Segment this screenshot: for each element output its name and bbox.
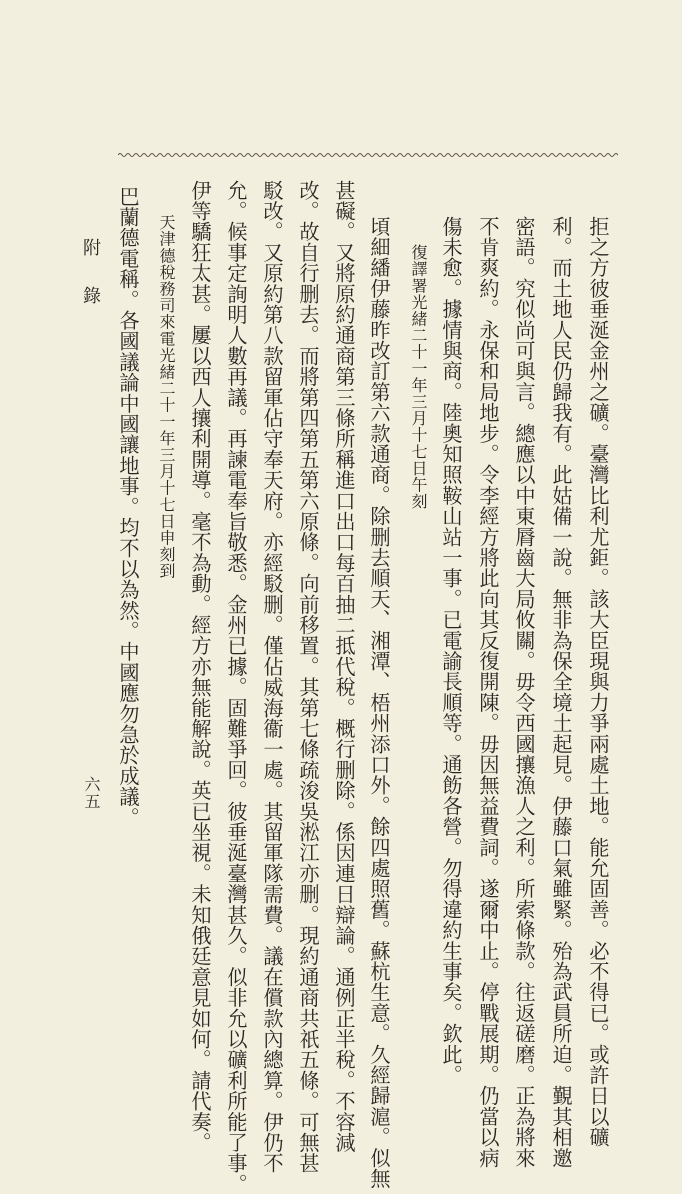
document-heading-tianjin-customs-telegram: 天津德稅務司來電光緒二十一年三月十七日申刻到 — [157, 214, 176, 580]
appendix-sidebar-label: 附錄 — [80, 238, 101, 334]
text-column-14: 巴蘭德電稱。各國議論中國讓地事。均不以為然。中國應勿急於成議。 — [116, 186, 140, 828]
text-column-5: 傷未愈。據情與商。陸奧知照鞍山站一事。已電諭長順等。通飭各營。勿得違約生事矣。欽此。 — [439, 216, 463, 1086]
wavy-divider — [118, 150, 618, 160]
text-column-11: 允。候事定詢明人數再議。再諫電奉旨敬悉。金州已據。固難爭回。彼垂涎臺灣甚久。似非允以礦利所能了事。 — [224, 180, 248, 1194]
text-column-12: 伊等驕狂太甚。屢以西人攘利開導。毫不為動。經方亦無能解說。英已坐視。未知俄廷意見如何。請代奏。 — [188, 180, 212, 1153]
text-column-10: 駁改。又原約第八款留軍佔守奉天府。亦經駁删。僅佔威海衞一處。其留軍隊需費。議在償款內總算。伊仍不 — [260, 180, 284, 1174]
text-column-7: 頃細繙伊藤昨改訂第六款通商。除删去順天、湘潭、梧州添口外。餘四處照舊。蘇杭生意。久經歸滬。似無 — [367, 216, 391, 1189]
document-heading-telegram-to-zongli-yamen: 復譯署光緒二十一年三月十七日午刻 — [409, 244, 428, 510]
text-column-2: 利。而土地人民仍歸我有。此姑備一說。無非為保全境土起見。伊藤口氣雖緊。殆為武員所迫。覲其相邀 — [549, 216, 573, 1169]
page-number: 六五 — [82, 776, 101, 810]
text-column-8: 甚礙。又將原約通商第三條所稱進口出口每百抽二抵代稅。概行删除。係因連日辯論。通例正半稅。不容減 — [332, 180, 356, 1153]
text-column-9: 改。故自行删去。而將第四第五第六原條。向前移置。其第七條疏浚吳淞江亦删。現約通商共祇五條。可無甚 — [296, 180, 320, 1174]
text-column-3: 密語。究似尚可與言。總應以中東脣齒大局攸關。毋令西國攘漁人之利。所索條款。往返磋磨。正為將來 — [512, 216, 536, 1169]
text-column-4: 不肯爽約。永保和局地步。令李經方將此向其反復開陳。毋因無益費詞。遂爾中止。停戰展期。仍當以病 — [476, 216, 500, 1169]
text-column-1: 拒之方彼垂涎金州之礦。臺灣比利尤鉅。該大臣現與力爭兩處土地。能允固善。必不得已。或許日以礦 — [586, 216, 610, 1148]
